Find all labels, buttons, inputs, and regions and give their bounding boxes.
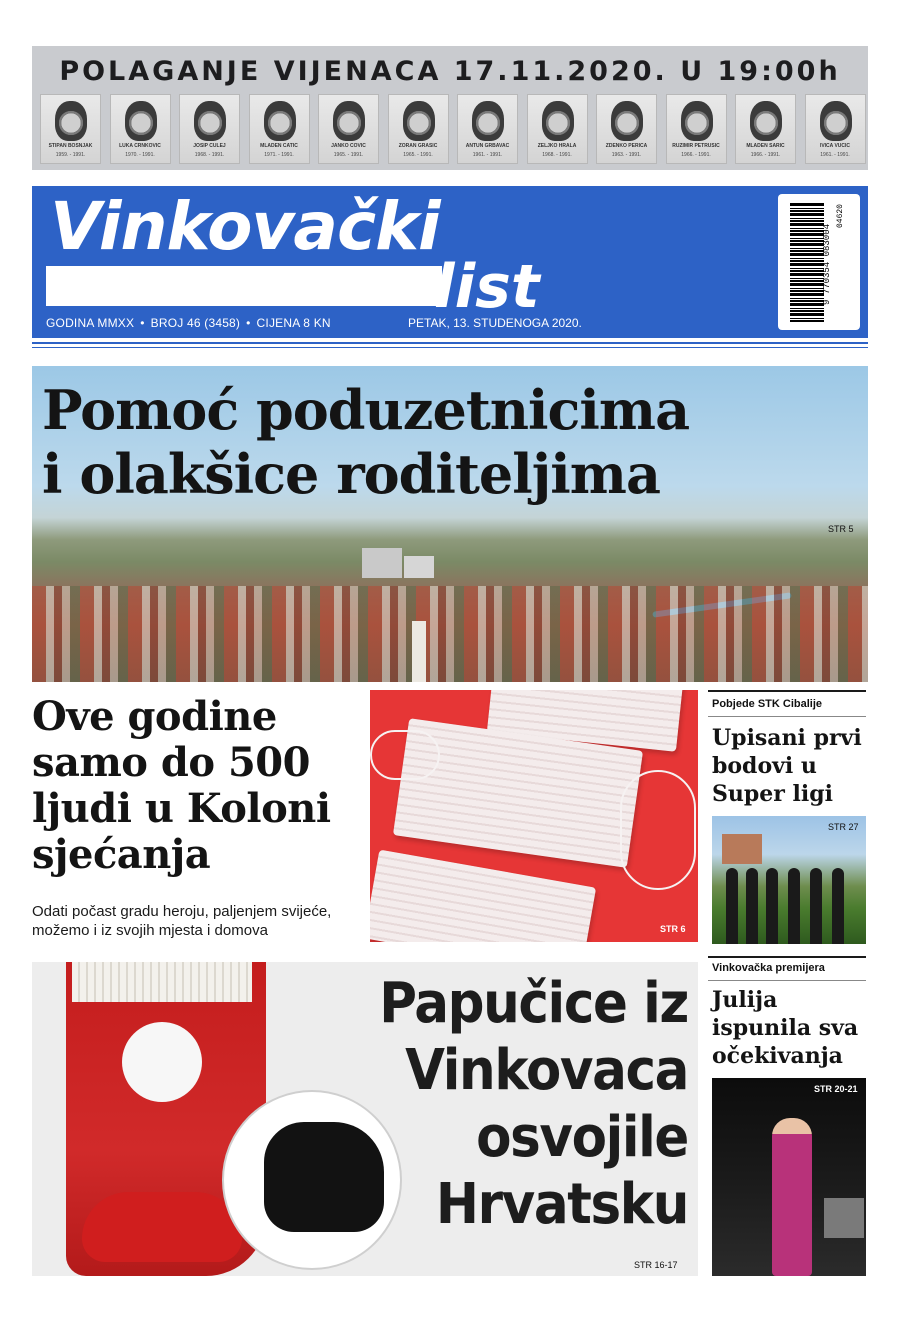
memorial-banner bbox=[32, 46, 868, 170]
player-shape bbox=[726, 868, 738, 944]
portrait-icon bbox=[542, 101, 574, 141]
silo-shape bbox=[362, 548, 402, 578]
masthead-date: PETAK, 13. STUDENOGA 2020. bbox=[408, 316, 582, 330]
kolona-page-ref: STR 6 bbox=[660, 924, 686, 934]
sidebar-story1-page-ref: STR 27 bbox=[828, 822, 859, 832]
actress-shape bbox=[772, 1118, 812, 1276]
plaque-dates: 1961. - 1991. bbox=[472, 152, 503, 158]
plaque-name: JOSIP CULEJ bbox=[193, 143, 226, 149]
barcode-icon bbox=[790, 202, 824, 322]
plaque-name: ZORAN GRAŠIĆ bbox=[398, 143, 438, 149]
portrait-icon bbox=[194, 101, 226, 141]
player-shape bbox=[766, 868, 778, 944]
barcode-issue: 04620 bbox=[836, 204, 845, 229]
red-slipper-shape bbox=[82, 1192, 242, 1262]
hero-page-ref: STR 5 bbox=[828, 524, 854, 534]
portrait-icon bbox=[333, 101, 365, 141]
barcode-number: 9 770354 083004 bbox=[822, 223, 832, 305]
plaque-name: IVICA VUČIĆ bbox=[819, 143, 851, 149]
plaque-dates: 1970. - 1991. bbox=[125, 152, 155, 158]
memorial-plaque bbox=[527, 94, 588, 164]
sidebar-rule bbox=[708, 716, 866, 717]
portrait-icon bbox=[403, 101, 435, 141]
masthead-white-bar bbox=[46, 266, 442, 306]
memorial-plaque bbox=[596, 94, 657, 164]
portrait-icon bbox=[750, 101, 782, 141]
sidebar-story1-headline[interactable]: Upisani prvi bodovi u Super ligi bbox=[712, 725, 862, 807]
plaque-name: MLADEN ĆATIĆ bbox=[260, 143, 298, 149]
sidebar-story2-headline[interactable]: Julija ispunila sva očekivanja bbox=[712, 987, 859, 1069]
hero-headline[interactable] bbox=[42, 378, 689, 506]
plaque-dates: 1966. - 1991. bbox=[750, 152, 781, 158]
memorial-plaque bbox=[388, 94, 449, 164]
masthead-divider bbox=[32, 342, 868, 344]
kolona-headline[interactable]: Ove godine samo do 500 ljudi u Koloni sjećanja bbox=[32, 693, 331, 878]
bullet-icon: • bbox=[246, 316, 251, 330]
plaque-dates: 1971. - 1991. bbox=[264, 152, 294, 158]
player-shape bbox=[810, 868, 822, 944]
sidebar-rule bbox=[708, 980, 866, 981]
memorial-plaque bbox=[110, 94, 171, 164]
plaque-name: MLADEN ŠARIĆ bbox=[746, 143, 785, 149]
white-bootee-shape bbox=[122, 1022, 202, 1102]
player-shape bbox=[832, 868, 844, 944]
memorial-plaque bbox=[249, 94, 310, 164]
plaque-dates: 1961. - 1991. bbox=[820, 152, 850, 158]
plaque-name: ANTUN GRBAVAC bbox=[465, 143, 510, 149]
memorial-plaque bbox=[318, 94, 379, 164]
masthead-issue: BROJ 46 (3458) bbox=[150, 316, 241, 330]
sidebar-story2-kicker: Vinkovačka premijera bbox=[712, 962, 825, 974]
memorial-plaque bbox=[805, 94, 866, 164]
plaque-name: LUKA CRNKOVIĆ bbox=[119, 143, 161, 149]
ear-loop-shape bbox=[370, 730, 440, 780]
portrait-icon bbox=[55, 101, 87, 141]
hero-headline-line2: i olakšice roditeljima bbox=[42, 442, 660, 506]
plaque-name: STIPAN BOŠNJAK bbox=[48, 143, 93, 149]
mask-shape bbox=[370, 850, 596, 942]
portrait-icon bbox=[472, 101, 504, 141]
plaque-dates: 1965. - 1991. bbox=[333, 152, 364, 158]
masks-photo bbox=[370, 690, 698, 942]
plaque-dates: 1963. - 1991. bbox=[611, 152, 642, 158]
masthead-subtitle: list bbox=[434, 252, 540, 322]
memorial-plaque bbox=[735, 94, 796, 164]
memorial-plaque bbox=[179, 94, 240, 164]
barcode-box bbox=[778, 194, 860, 330]
portrait-icon bbox=[681, 101, 713, 141]
masthead-title: Vinkovački bbox=[50, 188, 440, 265]
kolona-deck: Odati počast gradu heroju, paljenjem svijeće, možemo i iz svojih mjesta i domova bbox=[32, 903, 332, 939]
plaque-name: JANKO ČOVIĆ bbox=[331, 143, 366, 149]
plaque-dates: 1965. - 1991. bbox=[403, 152, 433, 158]
plaque-name: ZDENKO PERICA bbox=[605, 143, 648, 149]
memorial-title: POLAGANJE VIJENACA 17.11.2020. U 19:00h bbox=[59, 56, 841, 87]
masthead-price: CIJENA 8 KN bbox=[256, 316, 331, 330]
player-shape bbox=[746, 868, 758, 944]
masthead bbox=[32, 186, 868, 338]
feature-page-ref: STR 16-17 bbox=[634, 1260, 678, 1270]
memorial-plaque bbox=[666, 94, 727, 164]
masthead-year: GODINA MMXX bbox=[46, 316, 135, 330]
plaque-dates: 1968. - 1991. bbox=[542, 152, 572, 158]
church-tower-shape bbox=[412, 621, 426, 682]
plaque-name: ŽELJKO HRALA bbox=[537, 143, 577, 149]
portrait-icon bbox=[820, 101, 852, 141]
player-shape bbox=[788, 868, 800, 944]
memorial-plaque bbox=[457, 94, 518, 164]
sidebar-story1-kicker: Pobjede STK Cibalije bbox=[712, 698, 823, 710]
portrait-icon bbox=[125, 101, 157, 141]
sidebar-rule bbox=[708, 690, 866, 692]
masthead-issue-info bbox=[46, 316, 331, 330]
sidebar-story2-page-ref: STR 20-21 bbox=[814, 1084, 858, 1094]
rooftops-shape bbox=[32, 586, 868, 682]
bullet-icon: • bbox=[140, 316, 145, 330]
portrait-icon bbox=[611, 101, 643, 141]
table-tennis-team-photo bbox=[712, 816, 866, 944]
feature-headline[interactable]: Papučice iz Vinkovaca osvojile Hrvatsku bbox=[379, 971, 688, 1237]
theatre-premiere-photo bbox=[712, 1078, 866, 1276]
plaque-dates: 1966. - 1991. bbox=[681, 152, 711, 158]
hero-headline-line1: Pomoć poduzetnicima bbox=[42, 378, 690, 442]
building-shape bbox=[722, 834, 762, 864]
stage-prop-shape bbox=[824, 1198, 864, 1238]
sidebar-rule bbox=[708, 956, 866, 958]
masthead-divider bbox=[32, 347, 868, 348]
silo-shape bbox=[404, 556, 434, 578]
plaque-dates: 1959. - 1991. bbox=[55, 152, 86, 158]
plaque-dates: 1968. - 1991. bbox=[194, 152, 225, 158]
plaque-name: RUŽIMIR PETRUŠIĆ bbox=[672, 143, 720, 149]
memorial-plaque bbox=[40, 94, 101, 164]
lace-shape bbox=[72, 962, 252, 1002]
ear-loop-shape bbox=[620, 770, 696, 890]
black-bootee-shape bbox=[264, 1122, 384, 1232]
portrait-icon bbox=[264, 101, 296, 141]
